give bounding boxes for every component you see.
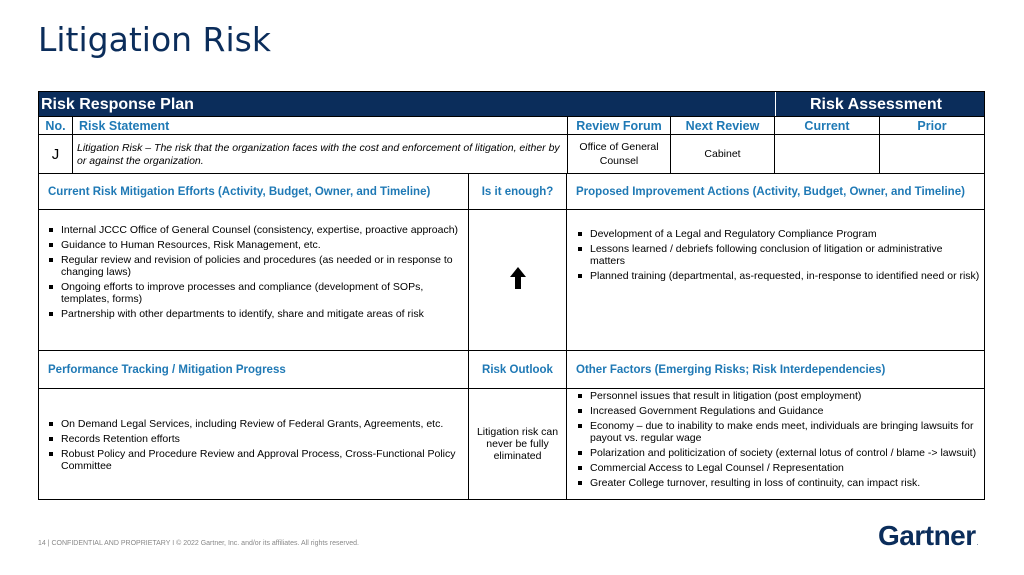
list-item: Internal JCCC Office of General Counsel (consistency, expertise, proactive approach) (47, 224, 464, 236)
list-item: Increased Government Regulations and Guidance (576, 405, 981, 417)
factors-body (566, 388, 985, 500)
list-item: Partnership with other departments to identify, share and mitigate areas of risk (47, 308, 464, 320)
list-item: Personnel issues that result in litigation (post employment) (576, 390, 981, 402)
outlook-body: Litigation risk can never be fully eliminated (468, 388, 567, 500)
list-item: Economy – due to inability to make ends meet, individuals are bringing lawsuits for payout vs. regular wage (576, 420, 981, 444)
review-forum-value: Office of General Counsel (567, 134, 671, 174)
list-item: Lessons learned / debriefs following conclusion of litigation or administrative matters (576, 243, 980, 267)
table-band (38, 91, 985, 117)
mitigation-list (47, 224, 464, 320)
list-item: Robust Policy and Procedure Review and Approval Process, Cross-Functional Policy Committee (47, 448, 464, 472)
footer-text: 14 | CONFIDENTIAL AND PROPRIETARY I © 2022 Gartner, Inc. and/or its affiliates. All rights reserved. (38, 540, 359, 547)
list-item: Greater College turnover, resulting in loss of continuity, can impact risk. (576, 477, 981, 489)
list-item: Development of a Legal and Regulatory Compliance Program (576, 228, 980, 240)
tracking-body (38, 388, 469, 500)
list-item: Commercial Access to Legal Counsel / Representation (576, 462, 981, 474)
col-statement: Risk Statement (72, 116, 568, 135)
factors-list (576, 390, 981, 489)
gartner-logo: Gartner. (878, 520, 979, 551)
list-item: Guidance to Human Resources, Risk Management, etc. (47, 239, 464, 251)
up-arrow-icon (510, 267, 526, 289)
list-item: Polarization and politicization of society (external lotus of control / blame -> lawsuit) (576, 447, 981, 459)
next-review-value: Cabinet (670, 134, 775, 174)
col-current: Current (774, 116, 880, 135)
list-item: Ongoing efforts to improve processes and compliance (development of SOPs, templates, forms) (47, 281, 464, 305)
col-no: No. (38, 116, 73, 135)
risk-statement: Litigation Risk – The risk that the organization faces with the cost and enforcement of litigation, either by or against the organization. (72, 134, 568, 174)
list-item: Records Retention efforts (47, 433, 464, 445)
band-divider (775, 92, 776, 116)
factors-header: Other Factors (Emerging Risks; Risk Interdependencies) (566, 350, 985, 389)
col-review-forum: Review Forum (567, 116, 671, 135)
enough-body (468, 209, 567, 351)
prior-assessment (879, 134, 985, 174)
list-item: Planned training (departmental, as-requested, in-response to identified need or risk) (576, 270, 980, 282)
current-assessment (774, 134, 880, 174)
improvement-header: Proposed Improvement Actions (Activity, Budget, Owner, and Timeline) (566, 173, 985, 210)
enough-header: Is it enough? (468, 173, 567, 210)
outlook-header: Risk Outlook (468, 350, 567, 389)
list-item: On Demand Legal Services, including Review of Federal Grants, Agreements, etc. (47, 418, 464, 430)
risk-id: J (38, 134, 73, 174)
improvement-list (576, 228, 980, 282)
improvement-body (566, 209, 985, 351)
list-item: Regular review and revision of policies and procedures (as needed or in response to changing laws) (47, 254, 464, 278)
page-title: Litigation Risk (38, 20, 271, 59)
mitigation-body (38, 209, 469, 351)
risk-response-plan-heading: Risk Response Plan (41, 96, 194, 113)
tracking-header: Performance Tracking / Mitigation Progress (38, 350, 469, 389)
col-prior: Prior (879, 116, 985, 135)
tracking-list (47, 418, 464, 472)
risk-assessment-heading: Risk Assessment (810, 96, 942, 113)
col-next-review: Next Review (670, 116, 775, 135)
mitigation-header: Current Risk Mitigation Efforts (Activity, Budget, Owner, and Timeline) (38, 173, 469, 210)
